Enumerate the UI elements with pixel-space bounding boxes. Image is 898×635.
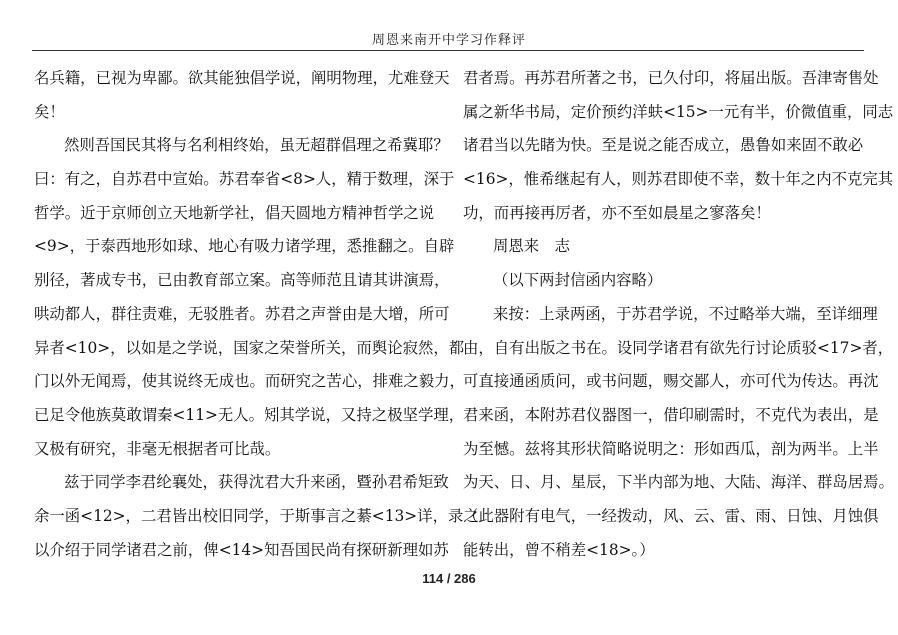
text-line: 以介绍于同学诸君之前，俾<14>知吾国民尚有探研新理如苏 [34, 540, 449, 559]
text-line: <9>，于泰西地形如球、地心有吸力诸学理，悉推翻之。自辟 [34, 237, 455, 256]
text-line: 已足令他族莫敢谓秦<11>无人。矧其学说，又持之极坚学理， [34, 405, 465, 424]
text-line: 君者焉。再苏君所著之书，已久付印，将届出版。吾津寄售处 [463, 69, 879, 87]
text-line: 哄动都人，群往责难，无驳胜者。苏君之声誉由是大增，所可 [34, 304, 450, 323]
text-line: 异者<10>，以如是之学说，国家之荣誉所关，而舆论寂然，都 [34, 338, 465, 357]
text-line: 余一函<12>，二君皆出校旧同学，于斯事言之綦<13>详，录之 [34, 506, 479, 525]
page-number: 114 / 286 [422, 571, 476, 586]
text-line: 由，自有出版之书在。设同学诸君有欲先行讨论质驳<17>者， [463, 338, 894, 357]
text-line: 又极有研究，非毫无根据者可比哉。 [34, 439, 281, 458]
omission-note: （以下两封信函内容略） [493, 271, 663, 290]
text-line: 能转出，曾不稍差<18>。） [463, 540, 655, 559]
header-divider [32, 50, 864, 51]
text-line: 然则吾国民其将与名利相终始，虽无超群倡理之希冀耶？ [64, 136, 449, 155]
text-line: 别径，著成专书，已由教育部立案。高等师范且请其讲演焉， [34, 271, 450, 290]
text-line: 君来函，本附苏君仪器图一，借印刷需时，不克代为表出，是 [463, 405, 879, 424]
text-line: 名兵籍，已视为卑鄙。欲其能独倡学说，阐明物理，尤难登天 [34, 69, 450, 87]
page-header-title: 周恩来南开中学习作释评 [371, 33, 526, 48]
text-line: 门以外无闻焉，使其说终无成也。而研究之苦心，排难之毅力， [34, 372, 465, 391]
left-text-column [34, 62, 479, 567]
text-line: 功，而再接再厉者，亦不至如晨星之寥落矣！ [463, 203, 771, 222]
text-line: 矣！ [34, 102, 65, 121]
text-line: 为至憾。兹将其形状简略说明之：形如西瓜，剖为两半。上半 [463, 439, 879, 458]
text-line: 来按：上录两函，于苏君学说，不过略举大端，至详细理 [493, 304, 878, 323]
text-line: 可直接通函质问，或书问题，赐交鄙人，亦可代为传达。再沈 [463, 372, 879, 391]
text-line: 哲学。近于京师创立天地新学社，倡天圆地方精神哲学之说 [34, 203, 435, 222]
text-line: 曰：有之，自苏君中宣始。苏君奉省<8>人，精于数理，深于 [34, 170, 455, 189]
text-line: （此器附有电气，一经拨动，风、云、雷、雨、日蚀、月蚀俱 [463, 506, 879, 525]
text-line: <16>，惟希继起有人，则苏君即使不幸，数十年之内不克完其 [463, 170, 894, 189]
text-line: 兹于同学李君纶襄处，获得沈君大升来函，暨孙君希矩致 [64, 473, 449, 492]
text-line: 诸君当以先睹为快。至是说之能否成立，愚鲁如来固不敢必 [463, 136, 864, 155]
text-line: 属之新华书局，定价预约洋蚨<15>一元有半，价微值重，同志 [463, 102, 894, 121]
right-text-column [463, 62, 894, 567]
author-signature: 周恩来 志 [493, 237, 570, 256]
text-line: 为天、日、月、星辰，下半内部为地、大陆、海洋、群岛居焉。 [463, 473, 894, 492]
